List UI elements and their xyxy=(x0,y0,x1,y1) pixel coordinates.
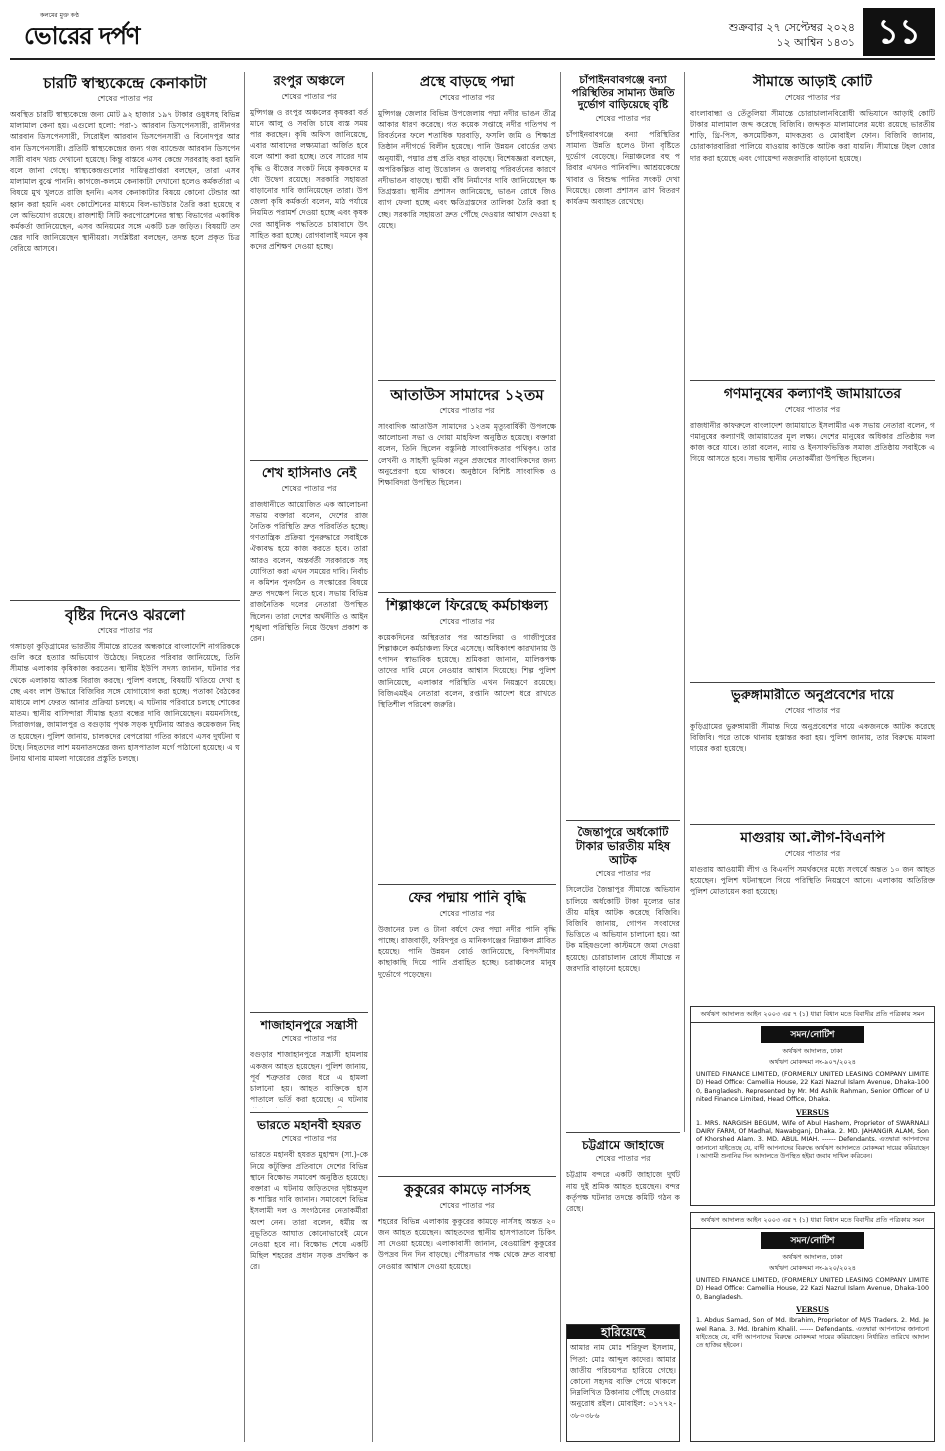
article-headline: ফের পদ্মায় পানি বৃদ্ধি xyxy=(408,890,526,906)
article-body: অবস্থিত চারটি স্বাস্থ্যকেন্দ্রে জন্য মোট ৯২ হাজার ১৯৭ টাকার ওষুধসহ বিভিন্ন মালামাল কেনা হয়। এগুলো হলো: পরা-১ আরবান ডিসপেনসারী, রানীনগর আরবান ডিসপেনসারী, সিরোইল আরবান ডিসপেনসারী ও বিনোদপুর আরবান ডিসপেনসারী। প্রতিটি স্বাস্থ্যকেন্দ্রের জন্য গজ ব্যান্ডেজ আরবান ডিসপেনসারী বাবদ খরচ দেখানো হয়েছে। কিন্তু বাস্তবে এসব কেন্দ্রে সরবরাহ করা হয়নি বলে জানা গেছে। স্বাস্থ্যকেন্দ্রগুলোর দায়িত্বপ্রাপ্তরা বলছেন, তারা এসব মালামাল বুঝে পাননি। কাগজে-কলমে কেনাকাটা দেখানো হলেও কর্মকর্তারা এ বিষয়ে মুখ খুলতে রাজি হননি। এসব কেনাকাটার বিষয়ে কোনো টেন্ডার আহ্বান করা হয়নি এবং কোটেশনের মাধ্যমে বিল-ভাউচার তৈরি করা হয়েছে বলে অভিযোগ রয়েছে। রাজশাহী সিটি করপোরেশনের স্বাস্থ্য বিভাগের একাধিক কর্মকর্তা জানিয়েছেন, এসব অনিয়মের সঙ্গে একটি চক্র জড়িত। বিষয়টি তদন্তের দাবি জানিয়েছেন স্থানীয়রা। সংশ্লিষ্টরা বলছেন, তদন্ত হলে প্রকৃত চিত্র বেরিয়ে আসবে। xyxy=(10,110,240,254)
article-body: ভারতে মহানবী হযরত মুহাম্মদ (সা.)-কে নিয়ে কটূক্তির প্রতিবাদে দেশের বিভিন্ন স্থানে বিক্ষোভ সমাবেশ অনুষ্ঠিত হয়েছে। বক্তারা এ ঘটনায় জড়িতদের দৃষ্টান্তমূলক শাস্তির দাবি জানান। সমাবেশে বিভিন্ন ইসলামী দল ও সংগঠনের নেতাকর্মীরা অংশ নেন। তারা বলেন, ধর্মীয় অনুভূতিতে আঘাত কোনোভাবেই মেনে নেওয়া হবে না। বিক্ষোভ শেষে একটি মিছিল শহরের প্রধান সড়ক প্রদক্ষিণ করে। xyxy=(250,1150,368,1272)
article-body: শহরের বিভিন্ন এলাকায় কুকুরের কামড়ে নার্সসহ অন্তত ২০ জন আহত হয়েছেন। আহতদের স্থানীয় হাসপাতালে চিকিৎসা দেওয়া হয়েছে। এলাকাবাসী জানান, বেওয়ারিশ কুকুরের উপদ্রব দিন দিন বাড়ছে। পৌরসভার পক্ষ থেকে দ্রুত ব্যবস্থা নেওয়ার আশ্বাস দেওয়া হয়েছে। xyxy=(378,1216,556,1271)
dateline xyxy=(729,20,855,50)
notice-court: অর্থঋণ আদালত, ঢাকা xyxy=(782,1253,843,1261)
continued-label: শেষের পাতার পর xyxy=(281,1034,337,1044)
masthead xyxy=(10,8,935,60)
article-body: গঙ্গাচড়া কুড়িগ্রামের ভারতীয় সীমান্তে রাতের অন্ধকারে বাংলাদেশি নাগরিককে গুলি করে হত্যার অভিযোগ উঠেছে। নিহতের পরিবার জানিয়েছে, তিনি সীমান্ত এলাকায় কৃষিকাজ করতেন। স্থানীয় ইউপি সদস্য জানান, ঘটনার পর থেকে এলাকায় আতঙ্ক বিরাজ করছে। পুলিশ বলছে, বিষয়টি খতিয়ে দেখা হচ্ছে এবং লাশ উদ্ধারে বিজিবির সঙ্গে যোগাযোগ করা হচ্ছে। পতাকা বৈঠকের মাধ্যমে লাশ ফেরত আনার প্রক্রিয়া চলছে। এ ঘটনায় পরিবারে চলছে শোকের মাতম। স্থানীয় বাসিন্দারা সীমান্ত হত্যা বন্ধের দাবি জানিয়েছেন। ময়মনসিংহ, সিরাজগঞ্জ, জামালপুর ও বগুড়ায় পৃথক সড়ক দুর্ঘটনায় আরও কয়েকজন নিহত হয়েছেন। পুলিশ জানায়, চালকদের বেপরোয়া গতির কারণে এসব দুর্ঘটনা ঘটছে। নিহতদের লাশ ময়নাতদন্তের জন্য হাসপাতাল মর্গে পাঠানো হয়েছে। এ ঘটনায় থানায় মামলা দায়েরের প্রস্তুতি চলছে। xyxy=(10,642,240,764)
column-divider xyxy=(372,72,373,1442)
article-headline: কুকুরের কামড়ে নার্সসহ xyxy=(404,1182,530,1198)
article-sheikh-hasina xyxy=(250,466,368,1006)
article-rangpur xyxy=(250,74,368,454)
continued-label: শেষের পাতার পর xyxy=(595,113,651,123)
notice-plaintiff: UNITED FINANCE LIMITED, (FORMERLY UNITED LEASING COMPANY LIMITED) Head Office: Camellia House, 22 Kazi Nazrul Islam Avenue, Dhaka-1000, Bangladesh. Represented by Mr. Md Ashik Rahman, Senior Officer of United Finance Limited, Head Office, Dhaka. xyxy=(696,1071,929,1104)
article-headline: শাজাহানপুরে সন্ত্রাসী xyxy=(260,1018,358,1032)
date-bengali: ১২ আশ্বিন ১৪৩১ xyxy=(776,36,855,49)
continued-label: শেষের পাতার পর xyxy=(281,91,337,101)
divider xyxy=(250,1112,368,1113)
article-jamaat xyxy=(690,386,935,676)
column-divider xyxy=(560,72,561,1442)
article-headline: চারটি স্বাস্থ্যকেন্দ্রে কেনাকাটা xyxy=(43,74,207,92)
divider xyxy=(690,824,935,825)
continued-label: শেষের পাতার পর xyxy=(784,92,841,102)
article-body: কুড়িগ্রামের ভুরুঙ্গামারী সীমান্ত দিয়ে অনুপ্রবেশের দায়ে একজনকে আটক করেছে বিজিবি। পরে তাকে থানায় হস্তান্তর করা হয়। পুলিশ জানায়, তার বিরুদ্ধে মামলা দায়ের করা হয়েছে। xyxy=(690,721,935,753)
article-shajahanpur xyxy=(250,1018,368,1108)
notice-title: সমন/নোটিশ xyxy=(761,1026,864,1043)
continued-label: শেষের পাতার পর xyxy=(97,94,153,103)
article-padma-width xyxy=(378,74,556,374)
article-body: মাগুরায় আওয়ামী লীগ ও বিএনপি সমর্থকদের মধ্যে সংঘর্ষে অন্তত ১০ জন আহত হয়েছেন। পুলিশ ঘটনাস্থলে গিয়ে পরিস্থিতি নিয়ন্ত্রণে আনে। এলাকায় অতিরিক্ত পুলিশ মোতায়েন করা হয়েছে। xyxy=(690,864,935,897)
article-india-prophet xyxy=(250,1118,368,1442)
article-health-centres xyxy=(10,74,240,594)
article-chattogram-ship xyxy=(566,1138,680,1318)
article-headline: বৃষ্টির দিনেও ঝরলো xyxy=(65,606,185,624)
article-padma-rise xyxy=(378,890,556,1170)
continued-label: শেষের পাতার পর xyxy=(439,406,495,415)
article-jaintapur xyxy=(566,826,680,1126)
article-body: কয়েকদিনের অস্থিরতার পর আশুলিয়া ও গাজীপুরের শিল্পাঞ্চলে কর্মচাঞ্চল্য ফিরে এসেছে। অধিকাংশ কারখানায় উৎপাদন স্বাভাবিক হয়েছে। শ্রমিকরা জানান, মালিকপক্ষ তাদের দাবি মেনে নেওয়ার আশ্বাস দিয়েছে। শিল্প পুলিশ জানিয়েছে, এলাকার পরিস্থিতি এখন নিয়ন্ত্রণে রয়েছে। বিজিএমইএ নেতারা বলেন, রপ্তানি আদেশ ধরে রাখতে স্থিতিশীল পরিবেশ জরুরি। xyxy=(378,632,556,710)
article-headline: শেখ হাসিনাও নেই xyxy=(261,466,357,481)
article-magura xyxy=(690,830,935,1000)
article-headline: প্রস্থে বাড়ছে পদ্মা xyxy=(419,74,515,90)
divider xyxy=(250,1012,368,1013)
legal-notice xyxy=(690,1006,935,1206)
article-bhurungamari xyxy=(690,688,935,818)
continued-label: শেষের পাতার পর xyxy=(784,705,841,715)
continued-label: শেষের পাতার পর xyxy=(784,848,841,858)
article-headline: আতাউস সামাদের ১২তম xyxy=(390,386,544,404)
article-headline: গণমানুষের কল্যাণই জামায়াতের xyxy=(723,386,902,402)
legal-notice xyxy=(690,1212,935,1442)
article-body: চাঁপাইনবাবগঞ্জে বন্যা পরিস্থিতির সামান্য উন্নতি হলেও টানা বৃষ্টিতে দুর্ভোগ বেড়েছে। নিম্নাঞ্চলের বহু পরিবার এখনও পানিবন্দি। আশ্রয়কেন্দ্রে খাবার ও বিশুদ্ধ পানির সংকট দেখা দিয়েছে। জেলা প্রশাসন ত্রাণ বিতরণ কার্যক্রম অব্যাহত রেখেছে। xyxy=(566,129,680,206)
continued-label: শেষের পাতার পর xyxy=(439,92,495,102)
article-headline: সীমান্তে আড়াই কোটি xyxy=(753,74,872,90)
article-body: বাংলাবান্ধা ও তেঁতুলিয়া সীমান্তে চোরাচালানবিরোধী অভিযানে আড়াই কোটি টাকার মালামাল জব্দ করেছে বিজিবি। জব্দকৃত মালামালের মধ্যে রয়েছে ভারতীয় শাড়ি, থ্রি-পিস, কসমেটিকস, মাদকদ্রব্য ও মোবাইল ফোন। বিজিবি জানায়, চোরাকারবারিরা পালিয়ে যাওয়ায় কাউকে আটক করা যায়নি। সীমান্তে টহল জোরদার করা হয়েছে এবং গোয়েন্দা নজরদারি বাড়ানো হয়েছে। xyxy=(690,108,935,163)
article-chapai-flood xyxy=(566,74,680,814)
notice-versus: VERSUS xyxy=(796,1305,829,1315)
divider xyxy=(566,820,680,821)
continued-label: শেষের পাতার পর xyxy=(595,1154,651,1164)
notice-case-number: অর্থঋণ মোকদ্দমা নং-৯০৭/২০২৪ xyxy=(768,1058,857,1066)
article-rain xyxy=(10,606,240,1442)
article-body: চট্টগ্রাম বন্দরে একটি জাহাজে দুর্ঘটনায় দুই শ্রমিক আহত হয়েছেন। বন্দর কর্তৃপক্ষ ঘটনার তদন্তে কমিটি গঠন করেছে। xyxy=(566,1170,680,1213)
divider xyxy=(378,380,556,381)
continued-label: শেষের পাতার পর xyxy=(97,626,153,635)
continued-label: শেষের পাতার পর xyxy=(595,869,651,879)
continued-label: শেষের পাতার পর xyxy=(439,616,495,626)
article-ataus-samad xyxy=(378,386,556,586)
article-headline: মাগুরায় আ.লীগ-বিএনপি xyxy=(740,830,885,846)
article-border-seizure xyxy=(690,74,935,374)
divider xyxy=(250,460,368,461)
divider xyxy=(378,1176,556,1177)
article-headline: ভুরুঙ্গামারীতে অনুপ্রবেশের দায়ে xyxy=(731,688,894,703)
notice-plaintiff: UNITED FINANCE LIMITED, (FORMERLY UNITED LEASING COMPANY LIMITED) Head Office: Camellia House, 22 Kazi Nazrul Islam Avenue, Dhaka-1000, Bangladesh. xyxy=(696,1277,929,1301)
column-divider xyxy=(684,72,685,1132)
divider xyxy=(566,1132,680,1133)
notice-defendants: 1. MRS. NARGISH BEGUM, Wife of Abul Hashem, Proprietor of SWARNALI DAIRY FARM, Of Madhal, Nawabganj, Dhaka. 2. MD. JAHANGIR ALAM, Son of Khorshed Alam. 3. MD. ABUL MIAH. ------ Defendants. এতদ্বারা আপনাদের জানানো যাইতেছে যে, বাদী আপনাদের বিরুদ্ধে অর্থঋণ আদালতে মোকদ্দমা দায়ের করিয়াছেন। আগামী শুনানির দিন আদালতে উপস্থিত হইয়া জবাব দাখিল করিবেন। xyxy=(696,1119,929,1161)
article-body: মুন্সিগঞ্জ ও রংপুর অঞ্চলের কৃষকরা বর্তমানে আলু ও সবজি চাষে ব্যস্ত সময় পার করছেন। কৃষি অফিস জানিয়েছে, এবার আবাদের লক্ষ্যমাত্রা অর্জিত হবে বলে আশা করা হচ্ছে। তবে সারের দাম বৃদ্ধি ও বীজের সংকট নিয়ে কৃষকদের মধ্যে উদ্বেগ রয়েছে। সরকারি সহায়তা বাড়ানোর দাবি জানিয়েছেন তারা। উপজেলা কৃষি কর্মকর্তা বলেন, মাঠ পর্যায়ে নিয়মিত পরামর্শ দেওয়া হচ্ছে এবং কৃষকদের আধুনিক পদ্ধতিতে চাষাবাদে উৎসাহিত করা হচ্ছে। রোগবালাই দমনে কৃষকদের প্রশিক্ষণ দেওয়া হচ্ছে। xyxy=(250,107,368,252)
article-body: রাজধানীতে আয়োজিত এক আলোচনা সভায় বক্তারা বলেন, দেশের রাজনৈতিক পরিস্থিতি দ্রুত পরিবর্তিত হচ্ছে। গণতান্ত্রিক প্রক্রিয়া পুনরুদ্ধারে সবাইকে ঐক্যবদ্ধ হয়ে কাজ করতে হবে। তারা আরও বলেন, অন্তর্বর্তী সরকারকে সহযোগিতা করা এখন সময়ের দাবি। নির্বাচন কমিশন পুনর্গঠন ও সংস্কারের বিষয়ে দ্রুত পদক্ষেপ নিতে হবে। সভায় বিভিন্ন রাজনৈতিক দলের নেতারা উপস্থিত ছিলেন। তারা দেশের অর্থনীতি ও আইনশৃঙ্খলা পরিস্থিতি নিয়ে উদ্বেগ প্রকাশ করেন। xyxy=(250,499,368,644)
logo-tagline: কলমের মুক্ত কণ্ঠ xyxy=(40,12,80,19)
notice-court: অর্থঋণ আদালত, ঢাকা xyxy=(782,1047,843,1055)
article-industrial xyxy=(378,598,556,878)
newspaper-name: ভোরের দর্পণ xyxy=(24,22,140,50)
article-headline: জৈন্তাপুরে অর্ধকোটি টাকার ভারতীয় মহিষ আটক xyxy=(575,826,671,867)
divider xyxy=(378,592,556,593)
column-divider xyxy=(244,72,245,1442)
article-body: সাংবাদিক আতাউস সামাদের ১২তম মৃত্যুবার্ষিকী উপলক্ষে আলোচনা সভা ও দোয়া মাহফিল অনুষ্ঠিত হয়েছে। বক্তারা বলেন, তিনি ছিলেন বস্তুনিষ্ঠ সাংবাদিকতার পথিকৃৎ। তার লেখনী ও সাহসী ভূমিকা নতুন প্রজন্মের সাংবাদিকদের জন্য অনুপ্রেরণা হয়ে থাকবে। অনুষ্ঠানে বিশিষ্ট সাংবাদিক ও শিক্ষাবিদরা উপস্থিত ছিলেন। xyxy=(378,422,556,488)
article-body: উজানের ঢল ও টানা বর্ষণে ফের পদ্মা নদীর পানি বৃদ্ধি পাচ্ছে। রাজবাড়ী, ফরিদপুর ও মানিকগঞ্জের নিম্নাঞ্চল প্লাবিত হয়েছে। পানি উন্নয়ন বোর্ড জানিয়েছে, বিপদসীমার কাছাকাছি দিয়ে পানি প্রবাহিত হচ্ছে। চরাঞ্চলের মানুষ দুর্ভোগে পড়েছেন। xyxy=(378,924,556,979)
divider xyxy=(690,380,935,381)
newspaper-logo xyxy=(24,10,144,54)
notice-heading: অর্থঋণ আদালত আইন ২০০৩ এর ৭ (১) ধারা বিধান মতে বিবাদীর প্রতি পত্রিকায় সমন xyxy=(691,1213,934,1229)
page-number: ১১ xyxy=(863,8,935,56)
continued-label: শেষের পাতার পর xyxy=(784,404,841,414)
article-headline: রংপুর অঞ্চলে xyxy=(273,74,345,89)
divider xyxy=(690,682,935,683)
notice-defendants: 1. Abdus Samad, Son of Md. Ibrahim, Proprietor of M/S Traders. 2. Md. Jewel Rana. 3. Md. Ibrahim Khalil. ------ Defendants. এতদ্বারা আপনাদের জানানো যাইতেছে যে, বাদী আপনাদের বিরুদ্ধে মোকদ্দমা দায়ের করিয়াছেন। নির্ধারিত তারিখে আদালতে হাজির হইবেন। xyxy=(696,1317,929,1350)
notice-title: সমন/নোটিশ xyxy=(761,1232,864,1249)
notice-heading: অর্থঋণ আদালত আইন ২০০৩ এর ৭ (১) ধারা বিধান মতে বিবাদীর প্রতি পত্রিকায় সমন xyxy=(691,1007,934,1023)
article-dog-bite xyxy=(378,1182,556,1442)
divider xyxy=(378,884,556,885)
article-body: রাজধানীর কাফরুলে বাংলাদেশ জামায়াতে ইসলামীর এক সভায় নেতারা বলেন, গণমানুষের কল্যাণই জামায়াতের মূল লক্ষ্য। দেশের মানুষের অধিকার প্রতিষ্ঠায় দল কাজ করে যাবে। তারা বলেন, ন্যায় ও ইনসাফভিত্তিক সমাজ প্রতিষ্ঠায় সবাইকে এগিয়ে আসতে হবে। সভায় স্থানীয় নেতাকর্মীরা উপস্থিত ছিলেন। xyxy=(690,420,935,464)
article-headline: চট্টগ্রামে জাহাজে xyxy=(582,1138,664,1152)
article-body: বগুড়ার শাজাহানপুরে সন্ত্রাসী হামলায় একজন আহত হয়েছেন। পুলিশ জানায়, পূর্ব শত্রুতার জের ধরে এ হামলা চালানো হয়। আহত ব্যক্তিকে হাসপাতালে ভর্তি করা হয়েছে। এ ঘটনায় xyxy=(250,1050,368,1105)
continued-label: শেষের পাতার পর xyxy=(281,483,337,493)
article-headline: শিল্পাঞ্চলে ফিরেছে কর্মচাঞ্চল্য xyxy=(386,598,548,614)
divider xyxy=(10,600,240,601)
article-headline: ভারতে মহানবী হযরত xyxy=(257,1118,361,1132)
article-body: মুন্সিগঞ্জ জেলার বিভিন্ন উপজেলায় পদ্মা নদীর ভাঙন তীব্র আকার ধারণ করেছে। গত কয়েক সপ্তাহে নদীর গতিপথ পরিবর্তনের ফলে শতাধিক ঘরবাড়ি, ফসলি জমি ও শিক্ষাপ্রতিষ্ঠান নদীগর্ভে বিলীন হয়েছে। পানি উন্নয়ন বোর্ডের তথ্য অনুযায়ী, পদ্মার প্রস্থ প্রতি বছর বাড়ছে। বিশেষজ্ঞরা বলছেন, অপরিকল্পিত বালু উত্তোলন ও জলবায়ু পরিবর্তনের কারণে নদীভাঙন বাড়ছে। স্থায়ী বাঁধ নির্মাণের দাবি জানিয়েছেন ক্ষতিগ্রস্তরা। স্থানীয় প্রশাসন জানিয়েছে, ভাঙন রোধে জিও ব্যাগ ফেলা হচ্ছে এবং ক্ষতিগ্রস্তদের তালিকা তৈরি করা হচ্ছে। সরকারি সহায়তা দ্রুত পৌঁছে দেওয়ার আশ্বাস দেওয়া হয়েছে। xyxy=(378,108,556,230)
notice-case-number: অর্থঋণ মোকদ্দমা নং-৯২০/২০২৪ xyxy=(768,1264,857,1272)
continued-label: শেষের পাতার পর xyxy=(439,908,495,918)
continued-label: শেষের পাতার পর xyxy=(439,1200,495,1210)
lost-notice-body: আমার নাম মোঃ শরিফুল ইসলাম, পিতা: মোঃ আব্দুল কাদের। আমার জাতীয় পরিচয়পত্র হারিয়ে গেছে। কোনো সহৃদয় ব্যক্তি পেয়ে থাকলে নিম্নলিখিত ঠিকানায় পৌঁছে দেওয়ার অনুরোধ রইল। মোবাইল: ০১৭৭২-৩৮০৩৮৬ xyxy=(570,1343,676,1420)
date-gregorian: শুক্রবার ২৭ সেপ্টেম্বর ২০২৪ xyxy=(728,21,855,34)
article-body: সিলেটের জৈন্তাপুর সীমান্তে অভিযান চালিয়ে অর্ধকোটি টাকা মূল্যের ভারতীয় মহিষ আটক করেছে বিজিবি। বিজিবি জানায়, গোপন সংবাদের ভিত্তিতে এ অভিযান চালানো হয়। আটক মহিষগুলো কাস্টমসে জমা দেওয়া হয়েছে। চোরাচালান রোধে সীমান্তে নজরদারি বাড়ানো হয়েছে। xyxy=(566,885,680,973)
continued-label: শেষের পাতার পর xyxy=(281,1134,337,1144)
lost-notice xyxy=(566,1324,680,1442)
lost-notice-title: হারিয়েছে xyxy=(567,1325,679,1339)
notice-versus: VERSUS xyxy=(796,1107,829,1117)
article-headline: চাঁপাইনবাবগঞ্জে বন্যা পরিস্থিতির সামান্য উন্নতি দুর্ভোগ বাড়িয়েছে বৃষ্টি xyxy=(571,74,675,112)
